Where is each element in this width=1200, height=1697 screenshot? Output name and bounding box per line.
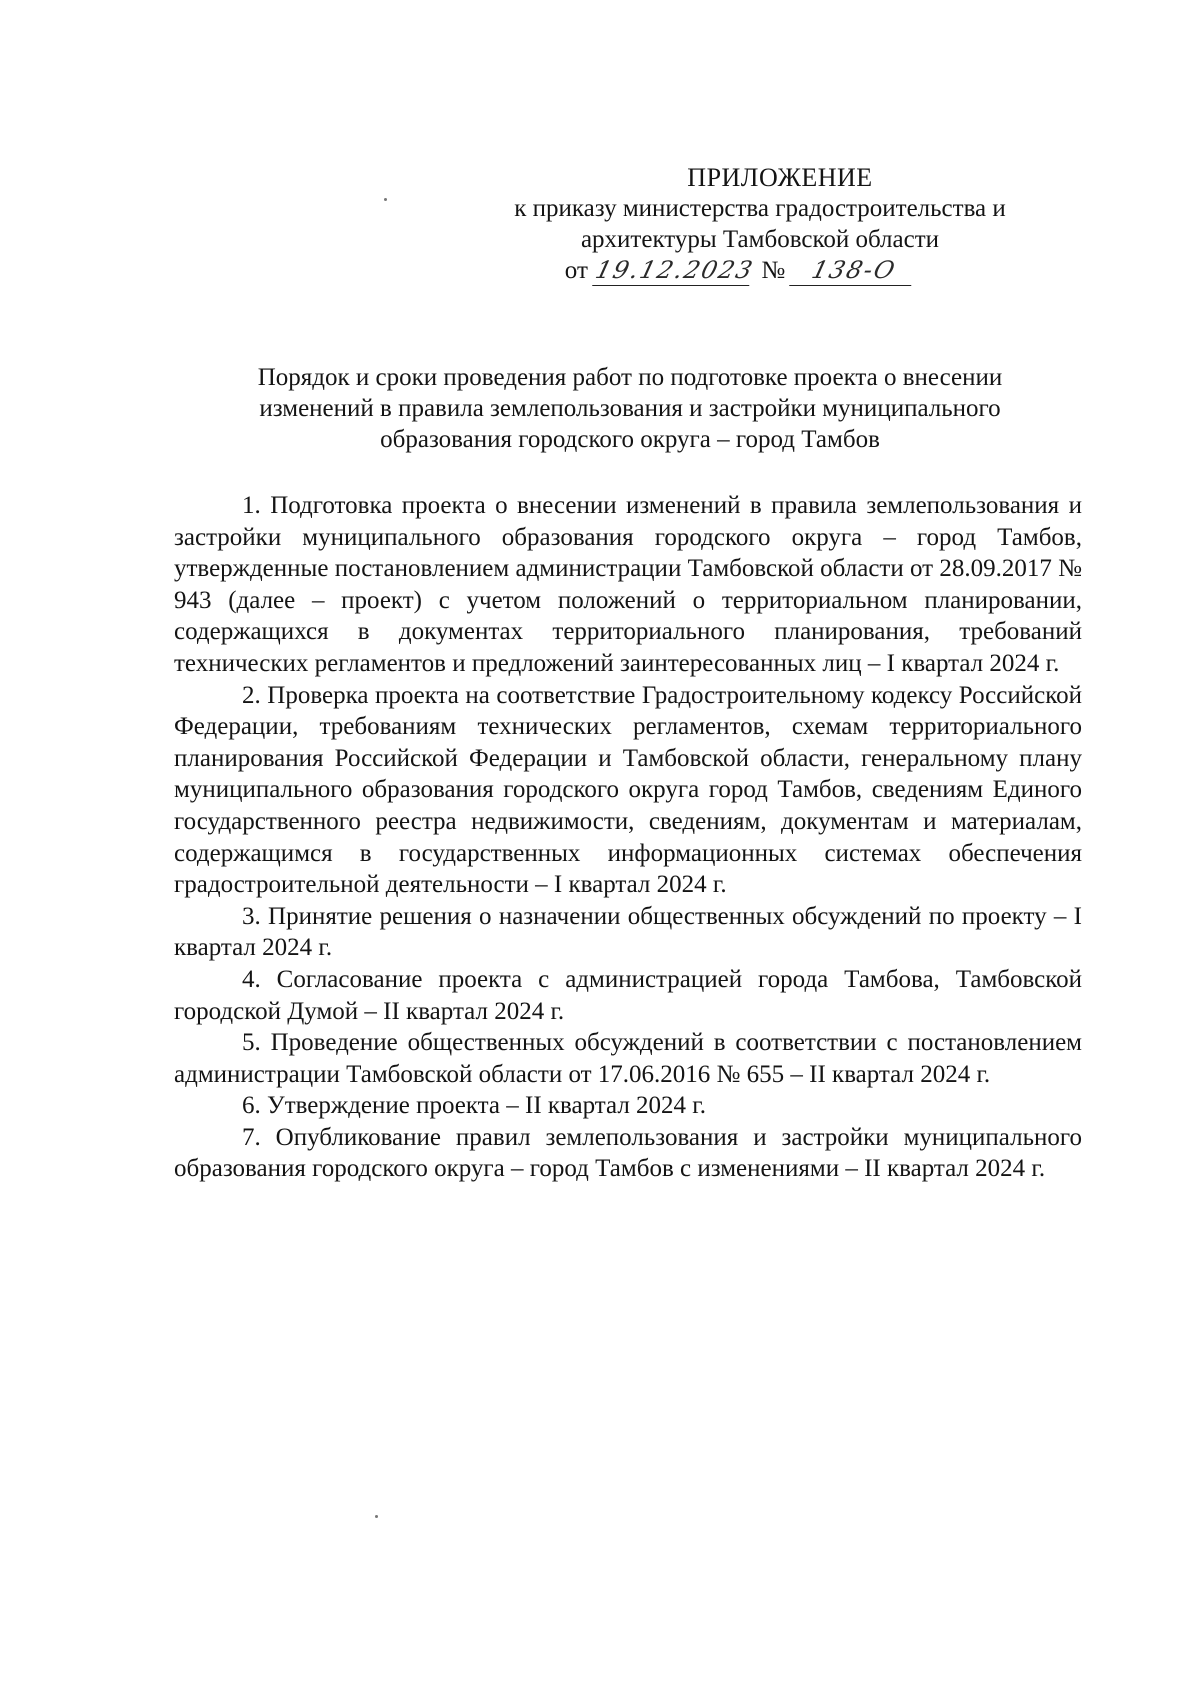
work-item-6: 6. Утверждение проекта – II квартал 2024 г. bbox=[242, 1092, 706, 1120]
handwritten-number: 138-О bbox=[789, 255, 919, 286]
work-item-1: 1. Подготовка проекта о внесении изменений в правила землепользования и застройки муниципального образования городского округа – город Тамбов, утвержденные постановлением администрации Тамбовской области от 28.09.2017 № 943 (далее – проект) с учетом положений о территориальном планировании, содержащихся в документах территориального планирования, требований технических регламентов и предложений заинтересованных лиц – I квартал 2024 г. bbox=[174, 492, 1082, 677]
document-heading bbox=[175, 362, 1085, 455]
appendix-order-line-2: архитектуры Тамбовской области bbox=[580, 226, 940, 253]
appendix-header bbox=[460, 162, 1060, 286]
scan-speck bbox=[384, 198, 387, 201]
work-item-5: 5. Проведение общественных обсуждений в соответствии с постановлением администрации Тамбовской области от 17.06.2016 № 655 – II квартал 2024 г. bbox=[174, 1029, 1082, 1088]
heading-line-1: Порядок и сроки проведения работ по подготовке проекта о внесении bbox=[257, 364, 1003, 391]
scan-speck bbox=[375, 1515, 378, 1518]
appendix-order-line-1: к приказу министерства градостроительства и bbox=[514, 195, 1006, 222]
heading-line-2: изменений в правила землепользования и застройки муниципального bbox=[259, 395, 1001, 422]
work-items-list bbox=[174, 490, 1082, 1185]
work-item-3: 3. Принятие решения о назначении общественных обсуждений по проекту – I квартал 2024 г. bbox=[174, 902, 1082, 962]
reference-row bbox=[565, 255, 915, 286]
appendix-reference bbox=[420, 255, 1060, 286]
work-item-7: 7. Опубликование правил землепользования и застройки муниципального образования городского округа – город Тамбов с изменениями – II квартал 2024 г. bbox=[174, 1123, 1082, 1183]
number-label: № bbox=[761, 257, 786, 284]
handwritten-date: 19.12.2023 bbox=[592, 256, 757, 284]
work-item-4: 4. Согласование проекта с администрацией города Тамбова, Тамбовской городской Думой – II квартал 2024 г. bbox=[174, 965, 1082, 1025]
appendix-title: ПРИЛОЖЕНИЕ bbox=[687, 163, 873, 192]
from-label: от bbox=[564, 257, 588, 284]
work-item-2: 2. Проверка проекта на соответствие Градостроительному кодексу Российской Федерации, требованиям технических регламентов, схемам территориального планирования Российской Федерации и Тамбовской области, генеральному плану муниципального образования городского округа город Тамбов, сведениям Единого государственного реестра недвижимости, сведениям, документам и материалам, содержащимся в государственных информационных системах обеспечения градостроительной деятельности – I квартал 2024 г. bbox=[174, 681, 1082, 899]
heading-line-3: образования городского округа – город Тамбов bbox=[380, 426, 880, 453]
